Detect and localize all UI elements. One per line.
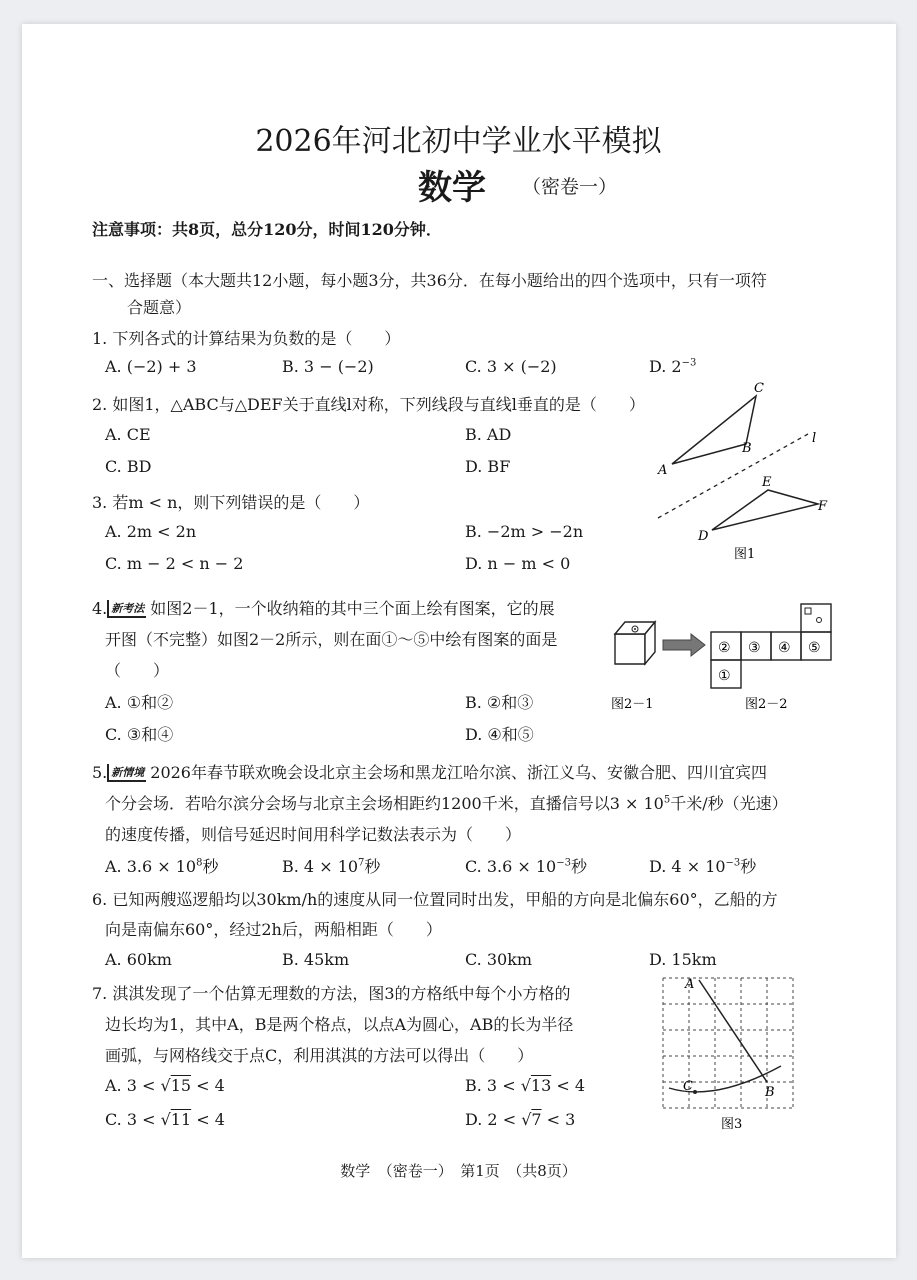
label-l: l bbox=[812, 431, 817, 446]
q4-line-2: 开图（不完整）如图2－2所示，则在面①～⑤中绘有图案的面是 bbox=[105, 630, 558, 649]
q4-badge: 新考法 bbox=[107, 600, 146, 618]
q6-line-2: 向是南偏东60°，经过2h后，两船相距（ ） bbox=[105, 920, 442, 939]
q4-line-3: （ ） bbox=[105, 661, 170, 680]
q1-option-d: D. $2^{-3}$ bbox=[649, 357, 697, 376]
label-c: C bbox=[683, 1079, 693, 1094]
q5-option-c: C. $3.6 \times 10^{-3}$秒 bbox=[465, 857, 587, 876]
net-pattern-square bbox=[805, 608, 811, 614]
q4-option-a: A. ①和② bbox=[105, 693, 174, 712]
q7-option-c: C. 3 < √11 < 4 bbox=[105, 1110, 225, 1129]
q7-line-2: 边长均为1，其中A，B是两个格点，以点A为圆心，AB的长为半径 bbox=[105, 1015, 574, 1034]
q6-option-b: B. 45km bbox=[282, 950, 350, 969]
label-b: B bbox=[765, 1085, 775, 1100]
q5-option-d: D. $4 \times 10^{-3}$秒 bbox=[649, 857, 757, 876]
q2-stem: 2. 如图1，△ABC与△DEF关于直线l对称，下列线段与直线l垂直的是（ ） bbox=[92, 395, 645, 414]
q5-line-2: 个分会场．若哈尔滨分会场与北京主会场相距约1200千米，直播信号以$3 \times 10^5$千米/秒（光速） bbox=[105, 794, 788, 813]
q7-option-b: B. 3 < √13 < 4 bbox=[465, 1076, 586, 1095]
label-c: C bbox=[754, 381, 764, 396]
figure-1 bbox=[650, 378, 850, 568]
q3-option-c: C. m − 2 < n − 2 bbox=[105, 554, 244, 573]
face-label-5: ⑤ bbox=[808, 640, 821, 656]
exam-notice: 注意事项：共8页，总分120分，时间120分钟． bbox=[92, 220, 442, 239]
line-l bbox=[658, 434, 808, 518]
q5-line-3: 的速度传播，则信号延迟时间用科学记数法表示为（ ） bbox=[105, 825, 522, 844]
q3-stem: 3. 若m < n，则下列错误的是（ ） bbox=[92, 493, 370, 512]
q5-option-b: B. $4 \times 10^7$秒 bbox=[282, 857, 381, 876]
q2-option-b: B. AD bbox=[465, 425, 512, 444]
q1-option-b: B. 3 − (−2) bbox=[282, 357, 374, 376]
cube-front bbox=[615, 634, 645, 664]
label-e: E bbox=[762, 475, 772, 490]
label-b: B bbox=[742, 441, 752, 456]
q7-line-1: 7. 淇淇发现了一个估算无理数的方法，图3的方格纸中每个小方格的 bbox=[92, 984, 571, 1003]
q5-line-1: 5. 新情境 2026年春节联欢晚会设北京主会场和黑龙江哈尔滨、浙江义乌、安徽合肥、四川宜宾四 bbox=[92, 763, 767, 782]
q5-badge: 新情境 bbox=[107, 764, 146, 782]
segment-ab bbox=[699, 980, 767, 1082]
q5-option-a: A. $3.6 \times 10^8$秒 bbox=[105, 857, 219, 876]
q3-option-a: A. 2m < 2n bbox=[105, 522, 197, 541]
net-pattern-circle bbox=[817, 618, 822, 623]
face-label-2: ② bbox=[718, 640, 731, 656]
figure-3-caption: 图3 bbox=[721, 1117, 743, 1132]
face-label-3: ③ bbox=[748, 640, 761, 656]
q2-option-c: C. BD bbox=[105, 457, 152, 476]
figure-2 bbox=[605, 598, 845, 718]
label-d: D bbox=[698, 529, 709, 544]
q6-option-a: A. 60km bbox=[105, 950, 172, 969]
face-label-4: ④ bbox=[778, 640, 791, 656]
q2-option-a: A. CE bbox=[105, 425, 151, 444]
figure-1-caption: 图1 bbox=[734, 547, 756, 562]
face-label-1: ① bbox=[718, 668, 731, 684]
label-a: A bbox=[658, 463, 668, 478]
figure-2-1-caption: 图2－1 bbox=[611, 697, 654, 712]
subject-note: （密卷一） bbox=[522, 176, 618, 198]
q3-option-d: D. n − m < 0 bbox=[465, 554, 571, 573]
q7-option-a: A. 3 < √15 < 4 bbox=[105, 1076, 225, 1095]
q2-option-d: D. BF bbox=[465, 457, 511, 476]
q3-option-b: B. −2m > −2n bbox=[465, 522, 584, 541]
section-heading: 一、选择题（本大题共12小题，每小题3分，共36分．在每小题给出的四个选项中，只有一项符 bbox=[92, 271, 767, 290]
q6-option-d: D. 15km bbox=[649, 950, 717, 969]
label-a: A bbox=[685, 977, 695, 992]
triangle-def bbox=[712, 490, 818, 530]
q4-option-d: D. ④和⑤ bbox=[465, 725, 534, 744]
q4-option-b: B. ②和③ bbox=[465, 693, 534, 712]
point-c bbox=[693, 1090, 697, 1094]
q7-line-3: 画弧，与网格线交于点C，利用淇淇的方法可以得出（ ） bbox=[105, 1046, 534, 1065]
q7-option-d: D. 2 < √7 < 3 bbox=[465, 1110, 576, 1129]
q4-option-c: C. ③和④ bbox=[105, 725, 174, 744]
q6-line-1: 6. 已知两艘巡逻船均以30km/h的速度从同一位置同时出发，甲船的方向是北偏东60°，乙船的方 bbox=[92, 890, 778, 909]
subject-title: 数学 bbox=[418, 168, 486, 208]
page-title: 2026年河北初中学业水平模拟 bbox=[255, 124, 662, 159]
section-heading-cont: 合题意） bbox=[127, 298, 192, 317]
q4-line-1: 4. 新考法 如图2－1，一个收纳箱的其中三个面上绘有图案，它的展 bbox=[92, 599, 555, 618]
q1-option-a: A. (−2) + 3 bbox=[105, 357, 197, 376]
q1-option-c: C. 3 × (−2) bbox=[465, 357, 557, 376]
figure-3 bbox=[655, 970, 815, 1140]
page-footer: 数学 （密卷一） 第1页 （共8页） bbox=[340, 1162, 577, 1180]
q6-option-c: C. 30km bbox=[465, 950, 533, 969]
figure-2-2-caption: 图2－2 bbox=[745, 697, 788, 712]
label-f: F bbox=[818, 499, 828, 514]
q1-stem: 1. 下列各式的计算结果为负数的是（ ） bbox=[92, 329, 401, 348]
arrow-icon bbox=[663, 634, 705, 656]
